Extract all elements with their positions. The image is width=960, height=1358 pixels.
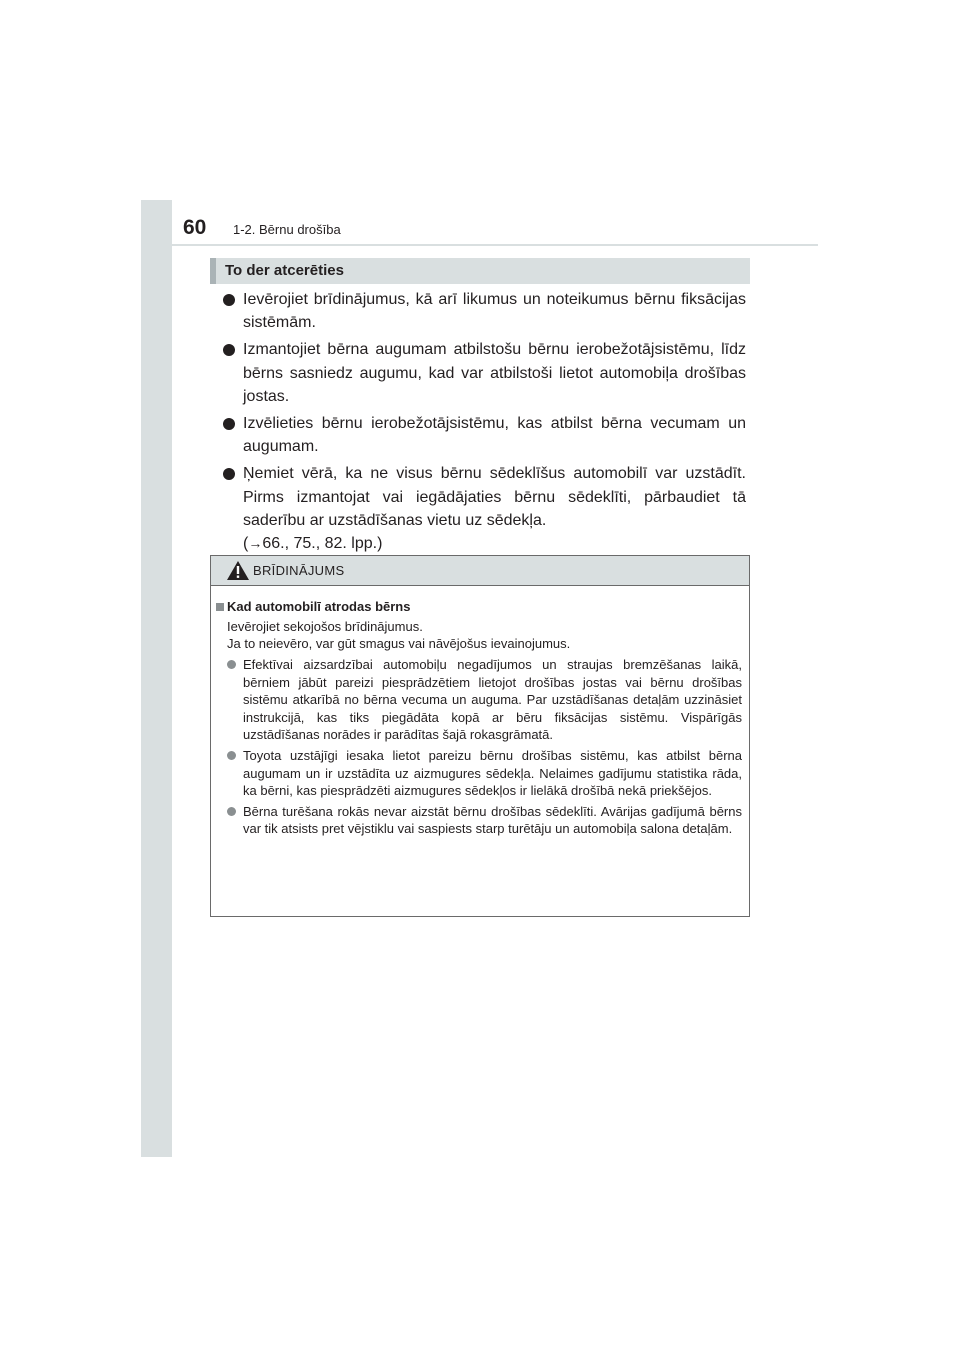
warning-header: [211, 556, 749, 586]
square-bullet-icon: [216, 603, 224, 611]
bullet-icon: [227, 807, 236, 816]
page-side-bar: [141, 200, 172, 1157]
warning-box: [210, 555, 750, 917]
warning-triangle-icon: [227, 561, 249, 580]
bullet-icon: [227, 660, 236, 669]
header-rule: [172, 244, 818, 246]
list-item: [222, 288, 746, 334]
list-item-text: Ievērojiet brīdinājumus, kā arī likumus un noteikumus bērnu fiksācijas sistēmām.: [243, 291, 746, 332]
list-item-text: Izmantojiet bērna augumam atbilstošu bērnu ierobežotājsistēmu, līdz bērns sasniedz augumu, kad var atbilstoši lietot automobiļa drošības jostas.: [243, 341, 746, 405]
page-reference[interactable]: (→66., 75., 82. lpp.): [243, 535, 383, 553]
warning-subheading: Kad automobilī atrodas bērns: [216, 599, 744, 615]
bullet-icon: [223, 468, 235, 480]
warning-body: [211, 586, 749, 838]
list-item: Bērna turēšana rokās nevar aizstāt bērnu drošības sēdeklīti. Avārijas gadījumā bērns var tik atsists pret vējstiklu vai saspiests starp turētāju un automobiļa salona detaļām.: [216, 803, 744, 838]
list-item-text: Izvēlieties bērnu ierobežotājsistēmu, kas atbilst bērna vecumam un augumam.: [243, 415, 746, 456]
arrow-right-icon: →: [248, 535, 263, 552]
section-title: 1-2. Bērnu drošība: [233, 222, 341, 237]
bullet-icon: [223, 418, 235, 430]
bullet-icon: [223, 294, 235, 306]
bullet-icon: [227, 751, 236, 760]
list-item-text: Ņemiet vērā, ka ne visus bērnu sēdeklīšus automobilī var uzstādīt. Pirms izmantojat vai iegādājaties bērnu sēdeklīti, pārbaudiet tā saderību ar uzstādīšanas vietu uz sēdekļa.: [243, 465, 746, 529]
warning-intro: Ievērojiet sekojošos brīdinājumus. Ja to neievēro, var gūt smagus vai nāvējošus ievainojumus.: [227, 619, 571, 651]
warning-label: BRĪDINĀJUMS: [253, 563, 345, 578]
list-item: [222, 412, 746, 458]
remember-list: [222, 288, 746, 559]
list-item: [222, 338, 746, 408]
remember-heading: To der atcerēties: [210, 258, 750, 284]
list-item: Toyota uzstājīgi iesaka lietot pareizu bērnu drošības sistēmu, kas atbilst bērna augumam un ir uzstādīta uz aizmugures sēdekļa. Nelaimes gadījumu statistika rāda, ka bērni, kas piesprādzēti aizmugures sēdekļos ir lielākā drošībā nekā priekšējos.: [216, 747, 744, 800]
list-item: Efektīvai aizsardzībai automobiļu negadījumos un straujas bremzēšanas laikā, bērniem jābūt pareizi piesprādzētiem lietojot drošības jostas vai bērnu drošības sistēmu atkarībā no bērna vecuma un auguma. Par uzstādīšanas detaļām uzzināsiet instrukcijā, kas tiks piegādāta kopā ar bēru fiksācijas sistēmu. Vispārīgās uzstādīšanas norādes ir parādītas šajā rokasgrāmatā.: [216, 656, 744, 744]
list-item: [222, 462, 746, 555]
warning-list: [216, 656, 744, 838]
page-number: 60: [183, 216, 207, 239]
bullet-icon: [223, 344, 235, 356]
